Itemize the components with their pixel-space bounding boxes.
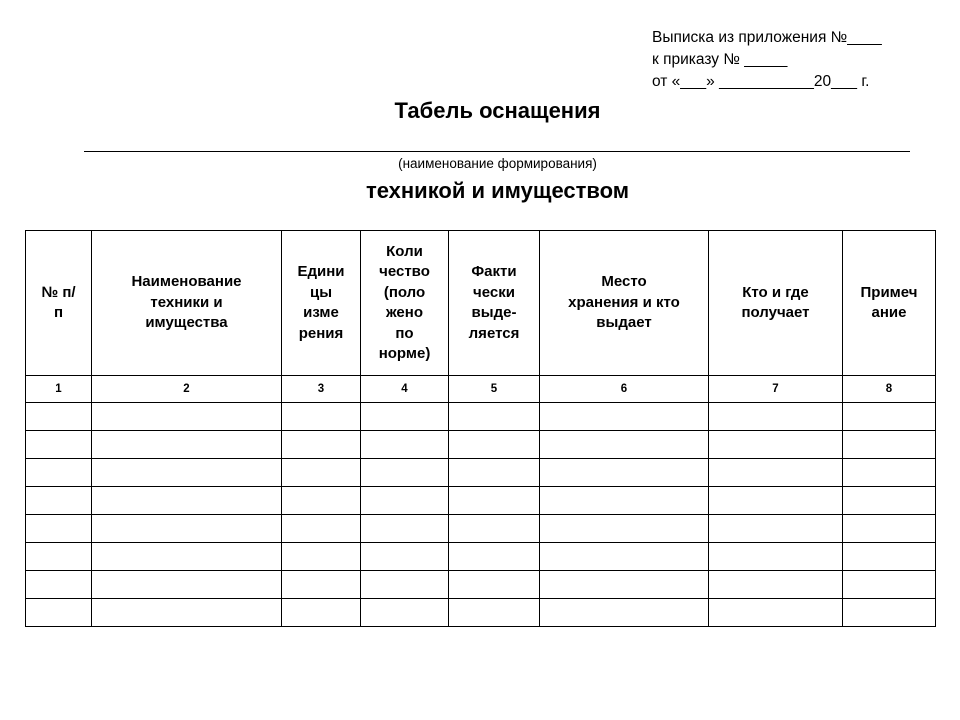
formation-name-line [84,151,910,152]
table-cell[interactable] [282,571,361,599]
column-number: 5 [449,376,540,403]
table-cell[interactable] [92,431,282,459]
table-row [26,487,936,515]
header-cell-actual: Факти чески выде- ляется [449,231,540,376]
table-row [26,403,936,431]
table-cell[interactable] [449,599,540,627]
table-cell[interactable] [26,543,92,571]
header-cell-name: Наименование техники и имущества [92,231,282,376]
table-cell[interactable] [282,403,361,431]
table-cell[interactable] [540,487,709,515]
extract-line-order: к приказу № _____ [652,51,788,68]
table-cell[interactable] [843,431,936,459]
table-cell[interactable] [92,571,282,599]
table-cell[interactable] [282,599,361,627]
table-cell[interactable] [540,599,709,627]
table-cell[interactable] [709,403,843,431]
table-cell[interactable] [282,431,361,459]
table-row [26,571,936,599]
equipment-table [25,230,936,627]
table-cell[interactable] [92,403,282,431]
document-subtitle: техникой и имуществом [365,178,630,203]
table-cell[interactable] [282,543,361,571]
table-row [26,543,936,571]
table-cell[interactable] [449,571,540,599]
table-cell[interactable] [843,403,936,431]
table-cell[interactable] [709,543,843,571]
table-cell[interactable] [540,571,709,599]
table-cell[interactable] [92,543,282,571]
table-cell[interactable] [709,487,843,515]
table-cell[interactable] [361,515,449,543]
table-cell[interactable] [540,515,709,543]
header-cell-units: Едини цы изме рения [282,231,361,376]
table-cell[interactable] [709,459,843,487]
table-cell[interactable] [540,431,709,459]
column-number: 7 [709,376,843,403]
extract-line-appendix: Выписка из приложения №____ [652,29,882,46]
column-number: 2 [92,376,282,403]
table-cell[interactable] [449,515,540,543]
table-cell[interactable] [92,515,282,543]
column-number: 3 [282,376,361,403]
table-cell[interactable] [843,515,936,543]
table-cell[interactable] [449,403,540,431]
table-cell[interactable] [361,487,449,515]
table-cell[interactable] [282,459,361,487]
table-cell[interactable] [26,599,92,627]
table-cell[interactable] [26,431,92,459]
table-cell[interactable] [282,487,361,515]
table-cell[interactable] [92,459,282,487]
table-cell[interactable] [843,543,936,571]
table-cell[interactable] [449,431,540,459]
table-row [26,431,936,459]
table-cell[interactable] [843,459,936,487]
table-row [26,459,936,487]
column-number-row [26,376,936,403]
table-cell[interactable] [709,599,843,627]
table-cell[interactable] [361,431,449,459]
table-cell[interactable] [26,515,92,543]
column-number: 1 [26,376,92,403]
table-cell[interactable] [26,571,92,599]
table-cell[interactable] [449,459,540,487]
table-cell[interactable] [709,515,843,543]
table-cell[interactable] [361,403,449,431]
table-cell[interactable] [709,571,843,599]
header-cell-storage: Место хранения и кто выдает [540,231,709,376]
header-cell-quantity-norm: Коли чество (поло жено по норме) [361,231,449,376]
header-row [26,231,936,376]
table-cell[interactable] [282,515,361,543]
table-row [26,599,936,627]
table-cell[interactable] [361,459,449,487]
header-cell-note: Примеч ание [843,231,936,376]
column-number: 6 [540,376,709,403]
table-cell[interactable] [26,487,92,515]
table-cell[interactable] [843,487,936,515]
table-cell[interactable] [843,571,936,599]
table-cell[interactable] [449,543,540,571]
table-cell[interactable] [26,403,92,431]
table-cell[interactable] [92,487,282,515]
table-cell[interactable] [92,599,282,627]
table-row [26,515,936,543]
header-cell-receiver: Кто и где получает [709,231,843,376]
table-cell[interactable] [540,459,709,487]
column-number: 4 [361,376,449,403]
formation-name-caption: (наименование формирования) [398,156,597,171]
column-number: 8 [843,376,936,403]
header-cell-number: № п/ п [26,231,92,376]
table-cell[interactable] [709,431,843,459]
document-title: Табель оснащения [394,98,601,123]
extract-header [652,27,882,93]
extract-line-date: от «___» ___________20___ г. [652,73,870,90]
table-cell[interactable] [540,403,709,431]
table-cell[interactable] [540,543,709,571]
table-cell[interactable] [449,487,540,515]
table-cell[interactable] [361,543,449,571]
table-cell[interactable] [843,599,936,627]
table-cell[interactable] [361,599,449,627]
table-cell[interactable] [361,571,449,599]
table-cell[interactable] [26,459,92,487]
